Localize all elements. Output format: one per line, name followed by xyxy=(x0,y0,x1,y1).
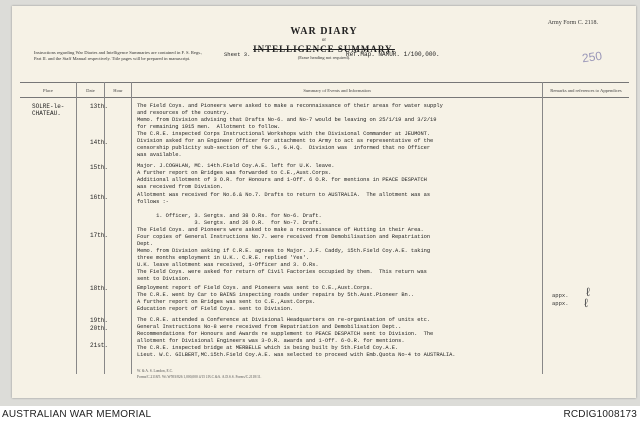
summary-line: The C.R.E. went by Car to BAINS inspecting roads under repairs by 5th.Aust.Pioneer Bn.. xyxy=(137,292,415,298)
summary-line: three months employment in U.K.. C.R.E. replied 'Yes'. xyxy=(137,255,309,261)
summary-line: 1. Officer, 3. Sergts. and 38 O.Rs. for No-6. Draft. xyxy=(137,213,322,219)
printer-note: W. & A. S. London, E.C. xyxy=(137,369,173,373)
summary-line: The Field Coys. and Pioneers were asked to make a reconnaissance of Hutting in their Area. xyxy=(137,227,424,233)
appendix-reference: appx. xyxy=(552,292,569,299)
summary-line: and resources of the country. xyxy=(137,110,230,116)
record-id: RCDIG1008173 xyxy=(563,409,637,420)
date-entry: 18th. xyxy=(90,285,109,292)
summary-line: was available. xyxy=(137,152,182,158)
appendix-reference: appx. xyxy=(552,300,569,307)
col-header-place: Place xyxy=(20,82,76,98)
form-note: Forms/C.2118/5. Wt.W593/826 1,000,000 4/15 J.B.C.&A. A.D.S.S. Forms/C.2118/11. xyxy=(137,375,262,379)
date-entry: 16th. xyxy=(90,194,109,201)
summary-line: The C.R.E. attended a Conference at Divisional Headquarters on re-organisation of units etc. xyxy=(137,317,431,323)
summary-line: The Field Coys. were asked for return of Civil Factories occupied by them. This return was xyxy=(137,269,427,275)
date-entry: 15th. xyxy=(90,164,109,171)
source-label: AUSTRALIAN WAR MEMORIAL xyxy=(2,409,152,420)
summary-line: Allotment was received for No.6.& No.7. Drafts to return to AUSTRALIA. The allotment was as xyxy=(137,192,431,198)
summary-line: sent to Division. xyxy=(137,276,192,282)
date-entry: 17th. xyxy=(90,232,109,239)
date-entry: 13th. xyxy=(90,103,109,110)
date-entry: 21st. xyxy=(90,342,109,349)
summary-line: Memo. from Division asking if C.R.E. agrees to Major. J.F. Caddy, 15th.Field Coy.A.E. taking xyxy=(137,248,431,254)
summary-line: censorship publicity sub-section of the G.S., G.H.Q. Division was informed that no Officer xyxy=(137,145,431,151)
summary-line: The C.R.E. inspected Corps Instructional Workshops with the Divisional Commander at JEUMONT. xyxy=(137,131,431,137)
summary-line: U.K. leave allotment was received, 1-Officer and 3. O.Rs. xyxy=(137,262,319,268)
date-entry: 14th. xyxy=(90,139,109,146)
subtitle-text: INTELLIGENCE SUMMARY. xyxy=(253,44,395,54)
summary-line: Dept. xyxy=(137,241,153,247)
summary-line: Division asked for an Engineer Officer for attachment to Army to act as representative of the xyxy=(137,138,434,144)
summary-line: Four copies of General Instructions No.7. were received from Demobilisation and Repatriation xyxy=(137,234,431,240)
col-header-hour: Hour xyxy=(105,82,131,98)
column-divider xyxy=(76,82,77,374)
instructions-note: Instructions regarding War Diaries and Intelligence Summaries are contained in F. S. Regs., Part II. and the Staff Manual respectively. Title pages will be prepared in manuscript. xyxy=(34,50,203,61)
summary-line: Lieut. W.C. GILBERT,MC.15th.Field Coy.A.E. was selected to proceed with Emb.Quota No-4 to AUSTRALIA. xyxy=(137,352,456,358)
col-header-summary: Summary of Events and Information xyxy=(132,82,542,98)
date-entry: 20th. xyxy=(90,325,109,332)
place-entry: SOLRE-le-CHATEAU. xyxy=(32,103,65,117)
summary-line: follows :- xyxy=(137,199,169,205)
summary-line: Recommendations for Honours and Awards re supplement to PEACE DESPATCH sent to Division. The xyxy=(137,331,434,337)
summary-line: Additional allotment of 3 O.R. for Honours and 1-Off. 6 O.R. for mentions in PEACE DESPATCH xyxy=(137,177,427,183)
summary-line: Employment report of Field Coys. and Pioneers was sent to C.E.,Aust.Corps. xyxy=(137,285,373,291)
diary-page xyxy=(12,6,636,398)
column-divider xyxy=(542,82,543,374)
map-reference: Ref.Map. NAMUR. 1/100,000. xyxy=(346,51,440,58)
col-header-date: Date xyxy=(77,82,104,98)
summary-line: Education report of Field Coys. sent to Division. xyxy=(137,306,294,312)
summary-line: General Instructions No-8 were received from Repatriation and Demobilisation Dept.. xyxy=(137,324,402,330)
summary-line: allotment for Divisional Engineers was 3-O.R. awards and 1-Off. 6-O.R. for mentions. xyxy=(137,338,405,344)
erase-note: (Erase heading not required). xyxy=(297,55,351,60)
page-title: WAR DIARY xyxy=(290,26,358,37)
sheet-number: Sheet 3. xyxy=(224,51,251,58)
col-header-remarks: Remarks and references to Appendices xyxy=(543,82,629,98)
caption-bar xyxy=(0,406,640,424)
handwritten-mark: ℓ xyxy=(584,296,588,310)
army-form-label: Army Form C. 2118. xyxy=(547,20,598,26)
column-divider xyxy=(131,82,132,374)
summary-line: The C.R.E. inspected bridge at MERBELLE which is being built by 5th.Field Coy.A.E. xyxy=(137,345,399,351)
summary-line: A further report on Bridges was forwarded to C.E.,Aust.Corps. xyxy=(137,170,332,176)
summary-line: was received from Division. xyxy=(137,184,223,190)
summary-line: 3. Sergts. and 26 O.R. for No-7. Draft. xyxy=(137,220,322,226)
handwritten-mark: ℓ xyxy=(586,285,590,299)
summary-line: Memo. from Division advising that Drafts No-6. and No-7 would be leaving on 25/1/19 and 3/2/19 xyxy=(137,117,437,123)
title-or: or xyxy=(321,38,327,43)
summary-line: The Field Coys. and Pioneers were asked to make a reconnaissance of their areas for water supply xyxy=(137,103,443,109)
summary-line: for remaining 1915 men. Allotment to follow. xyxy=(137,124,281,130)
date-entry: 19th. xyxy=(90,317,109,324)
summary-line: Major. J.COGHLAN, MC. 14th.Field Coy.A.E. left for U.K. leave. xyxy=(137,163,335,169)
folio-stamp: 250 xyxy=(581,48,603,66)
summary-line: A further report on Bridges was sent to C.E.,Aust.Corps. xyxy=(137,299,316,305)
